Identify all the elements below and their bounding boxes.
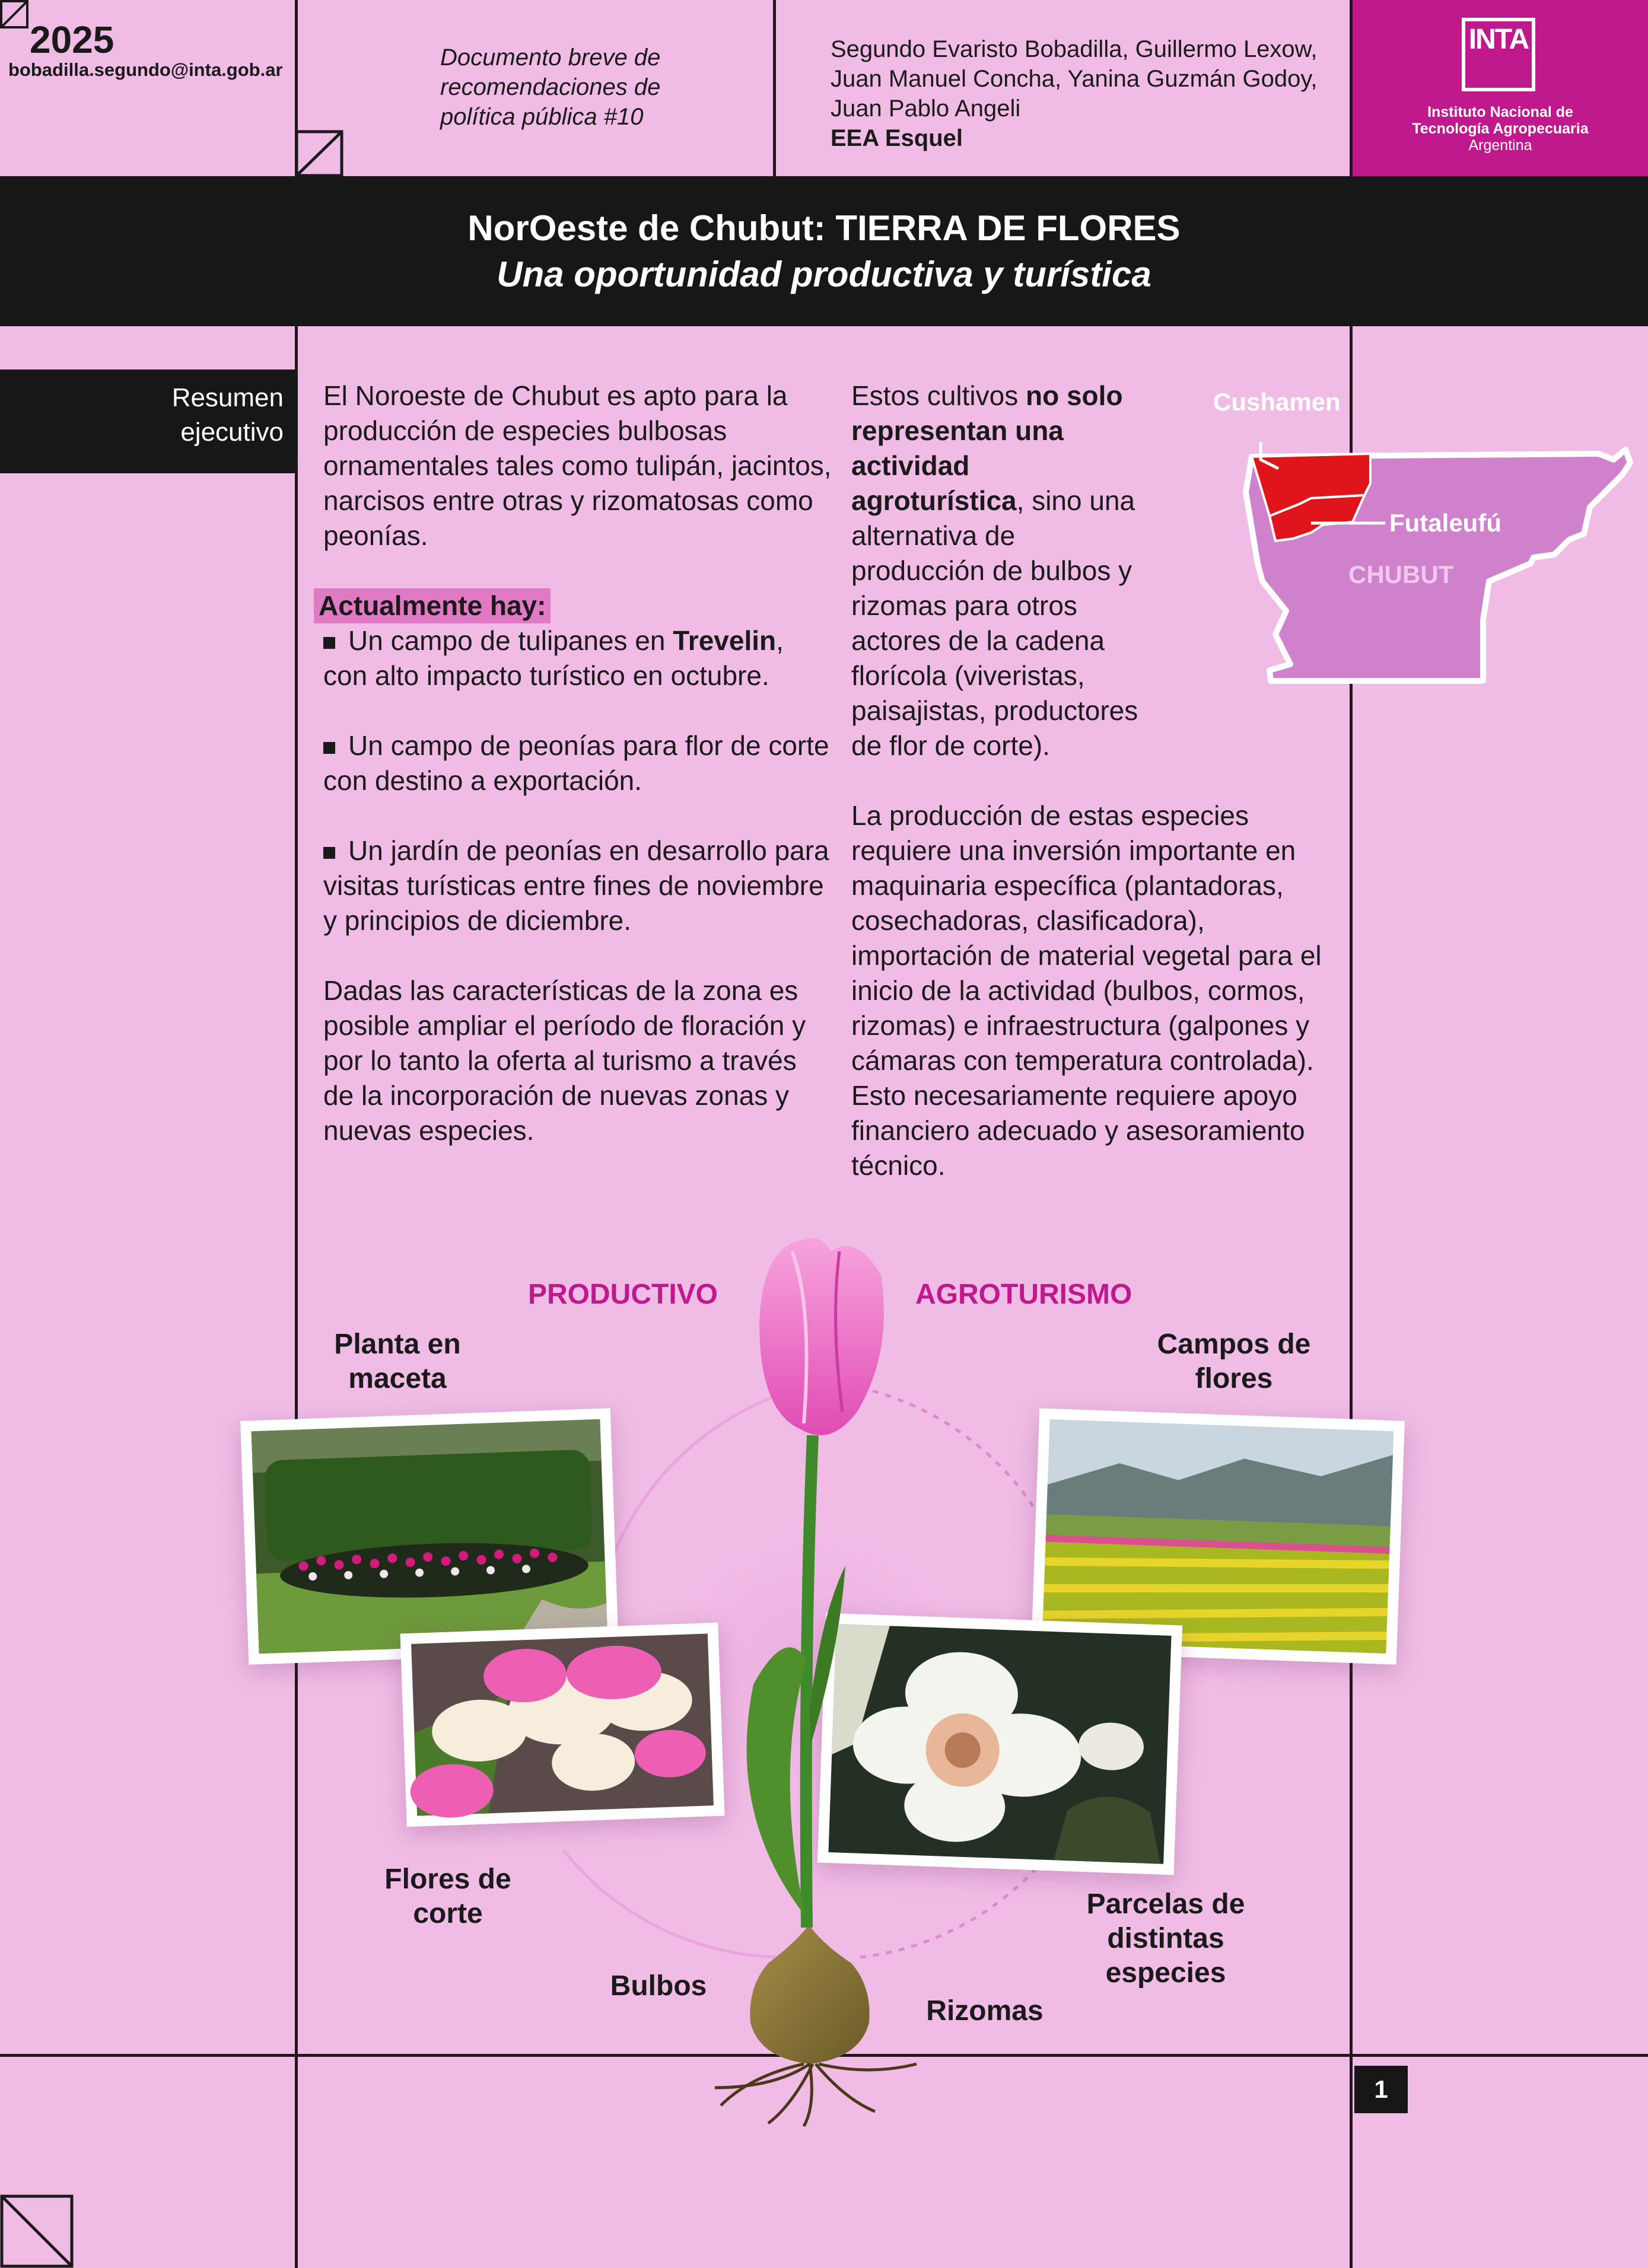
grid-line — [773, 0, 776, 176]
tulip-illustration — [703, 1234, 928, 2129]
bullet-icon — [323, 847, 335, 859]
document-type: Documento breve de recomendaciones de política pública #10 — [440, 44, 661, 130]
map-label-futaleufu: Futaleufú — [1389, 509, 1501, 537]
label-campos-de-flores: Campos de flores — [1157, 1329, 1311, 1394]
paragraph: La producción de estas especies requiere una inversión importante en maquinaria específica (plantadoras, cosechadoras, clasificadora), importación de material vegetal para el inicio de la actividad (bulbos, cormos, rizomas) e infraestructura (galpones y cámaras con temperatura controlada). Esto necesariamente requiere apoyo financiero adecuado y asesoramiento técnico. — [851, 800, 1322, 1181]
page-title: NorOeste de Chubut: TIERRA DE FLORES — [467, 208, 1181, 248]
bullet-icon — [323, 742, 335, 754]
label-bulbos: Bulbos — [610, 1970, 707, 2002]
photo-planta-en-maceta — [240, 1408, 619, 1665]
highlight-heading: Actualmente hay: — [314, 588, 551, 623]
label-planta-en-maceta: Planta en maceta — [334, 1329, 461, 1394]
map-label-cushamen: Cushamen — [1213, 388, 1341, 416]
map-label-chubut: CHUBUT — [1348, 560, 1454, 588]
closing-paragraph: Dadas las características de la zona es posible ampliar el período de floración y por lo tanto la oferta al turismo a través de la incorporación de nuevas zonas y nuevas especies. — [323, 975, 806, 1146]
label-agroturismo: AGROTURISMO — [915, 1279, 1132, 1310]
title-band — [0, 176, 1648, 326]
section-label: Resumen ejecutivo — [171, 383, 284, 447]
intro-paragraph: El Noroeste de Chubut es apto para la producción de especies bulbosas ornamentales tales como tulipán, jacintos, narcisos entre otras y rizomatosas como peonías. — [323, 380, 832, 551]
bullet-item: Un jardín de peonías en desarrollo para visitas turísticas entre fines de noviembre y principios de diciembre. — [323, 835, 829, 936]
inta-logo-caption: Instituto Nacional de Tecnología Agropecuaria Argentina — [1412, 104, 1589, 154]
bullet-item: Un campo de tulipanes en Trevelin, con alto impacto turístico en octubre. — [323, 625, 784, 691]
bullet-icon — [323, 637, 335, 649]
page-number: 1 — [1354, 2066, 1408, 2113]
station-name: EEA Esquel — [831, 125, 963, 151]
authors — [831, 34, 1353, 153]
authors-line: Segundo Evaristo Bobadilla, Guillermo Lexow, — [831, 36, 1318, 62]
bullet-item: Un campo de peonías para flor de corte con destino a exportación. — [323, 730, 829, 796]
authors-line: Juan Manuel Concha, Yanina Guzmán Godoy, — [831, 66, 1318, 92]
page-subtitle: Una oportunidad productiva y turística — [497, 254, 1151, 294]
authors-line: Juan Pablo Angeli — [831, 95, 1021, 122]
paragraph: Estos cultivos no solo representan una actividad agroturística, sino una alternativa de producción de bulbos y rizomas para otros actores de la cadena florícola (viveristas, paisajistas, productores de flor de corte). — [851, 380, 1138, 761]
chubut-map — [1213, 386, 1631, 694]
label-parcelas: Parcelas de distintas especies — [1086, 1888, 1245, 1989]
author-email[interactable]: bobadilla.segundo@inta.gob.ar — [8, 59, 283, 80]
label-rizomas: Rizomas — [926, 1995, 1043, 2027]
corner-mark — [295, 130, 343, 177]
label-flores-de-corte: Flores de corte — [384, 1864, 511, 1929]
corner-mark — [0, 0, 28, 28]
year: 2025 — [30, 18, 114, 61]
inta-logo: INTA — [1462, 18, 1535, 91]
label-productivo: PRODUCTIVO — [528, 1279, 718, 1310]
photo-flores-de-corte — [400, 1623, 724, 1827]
corner-mark — [0, 2194, 74, 2268]
text-column-1 — [319, 378, 833, 1148]
